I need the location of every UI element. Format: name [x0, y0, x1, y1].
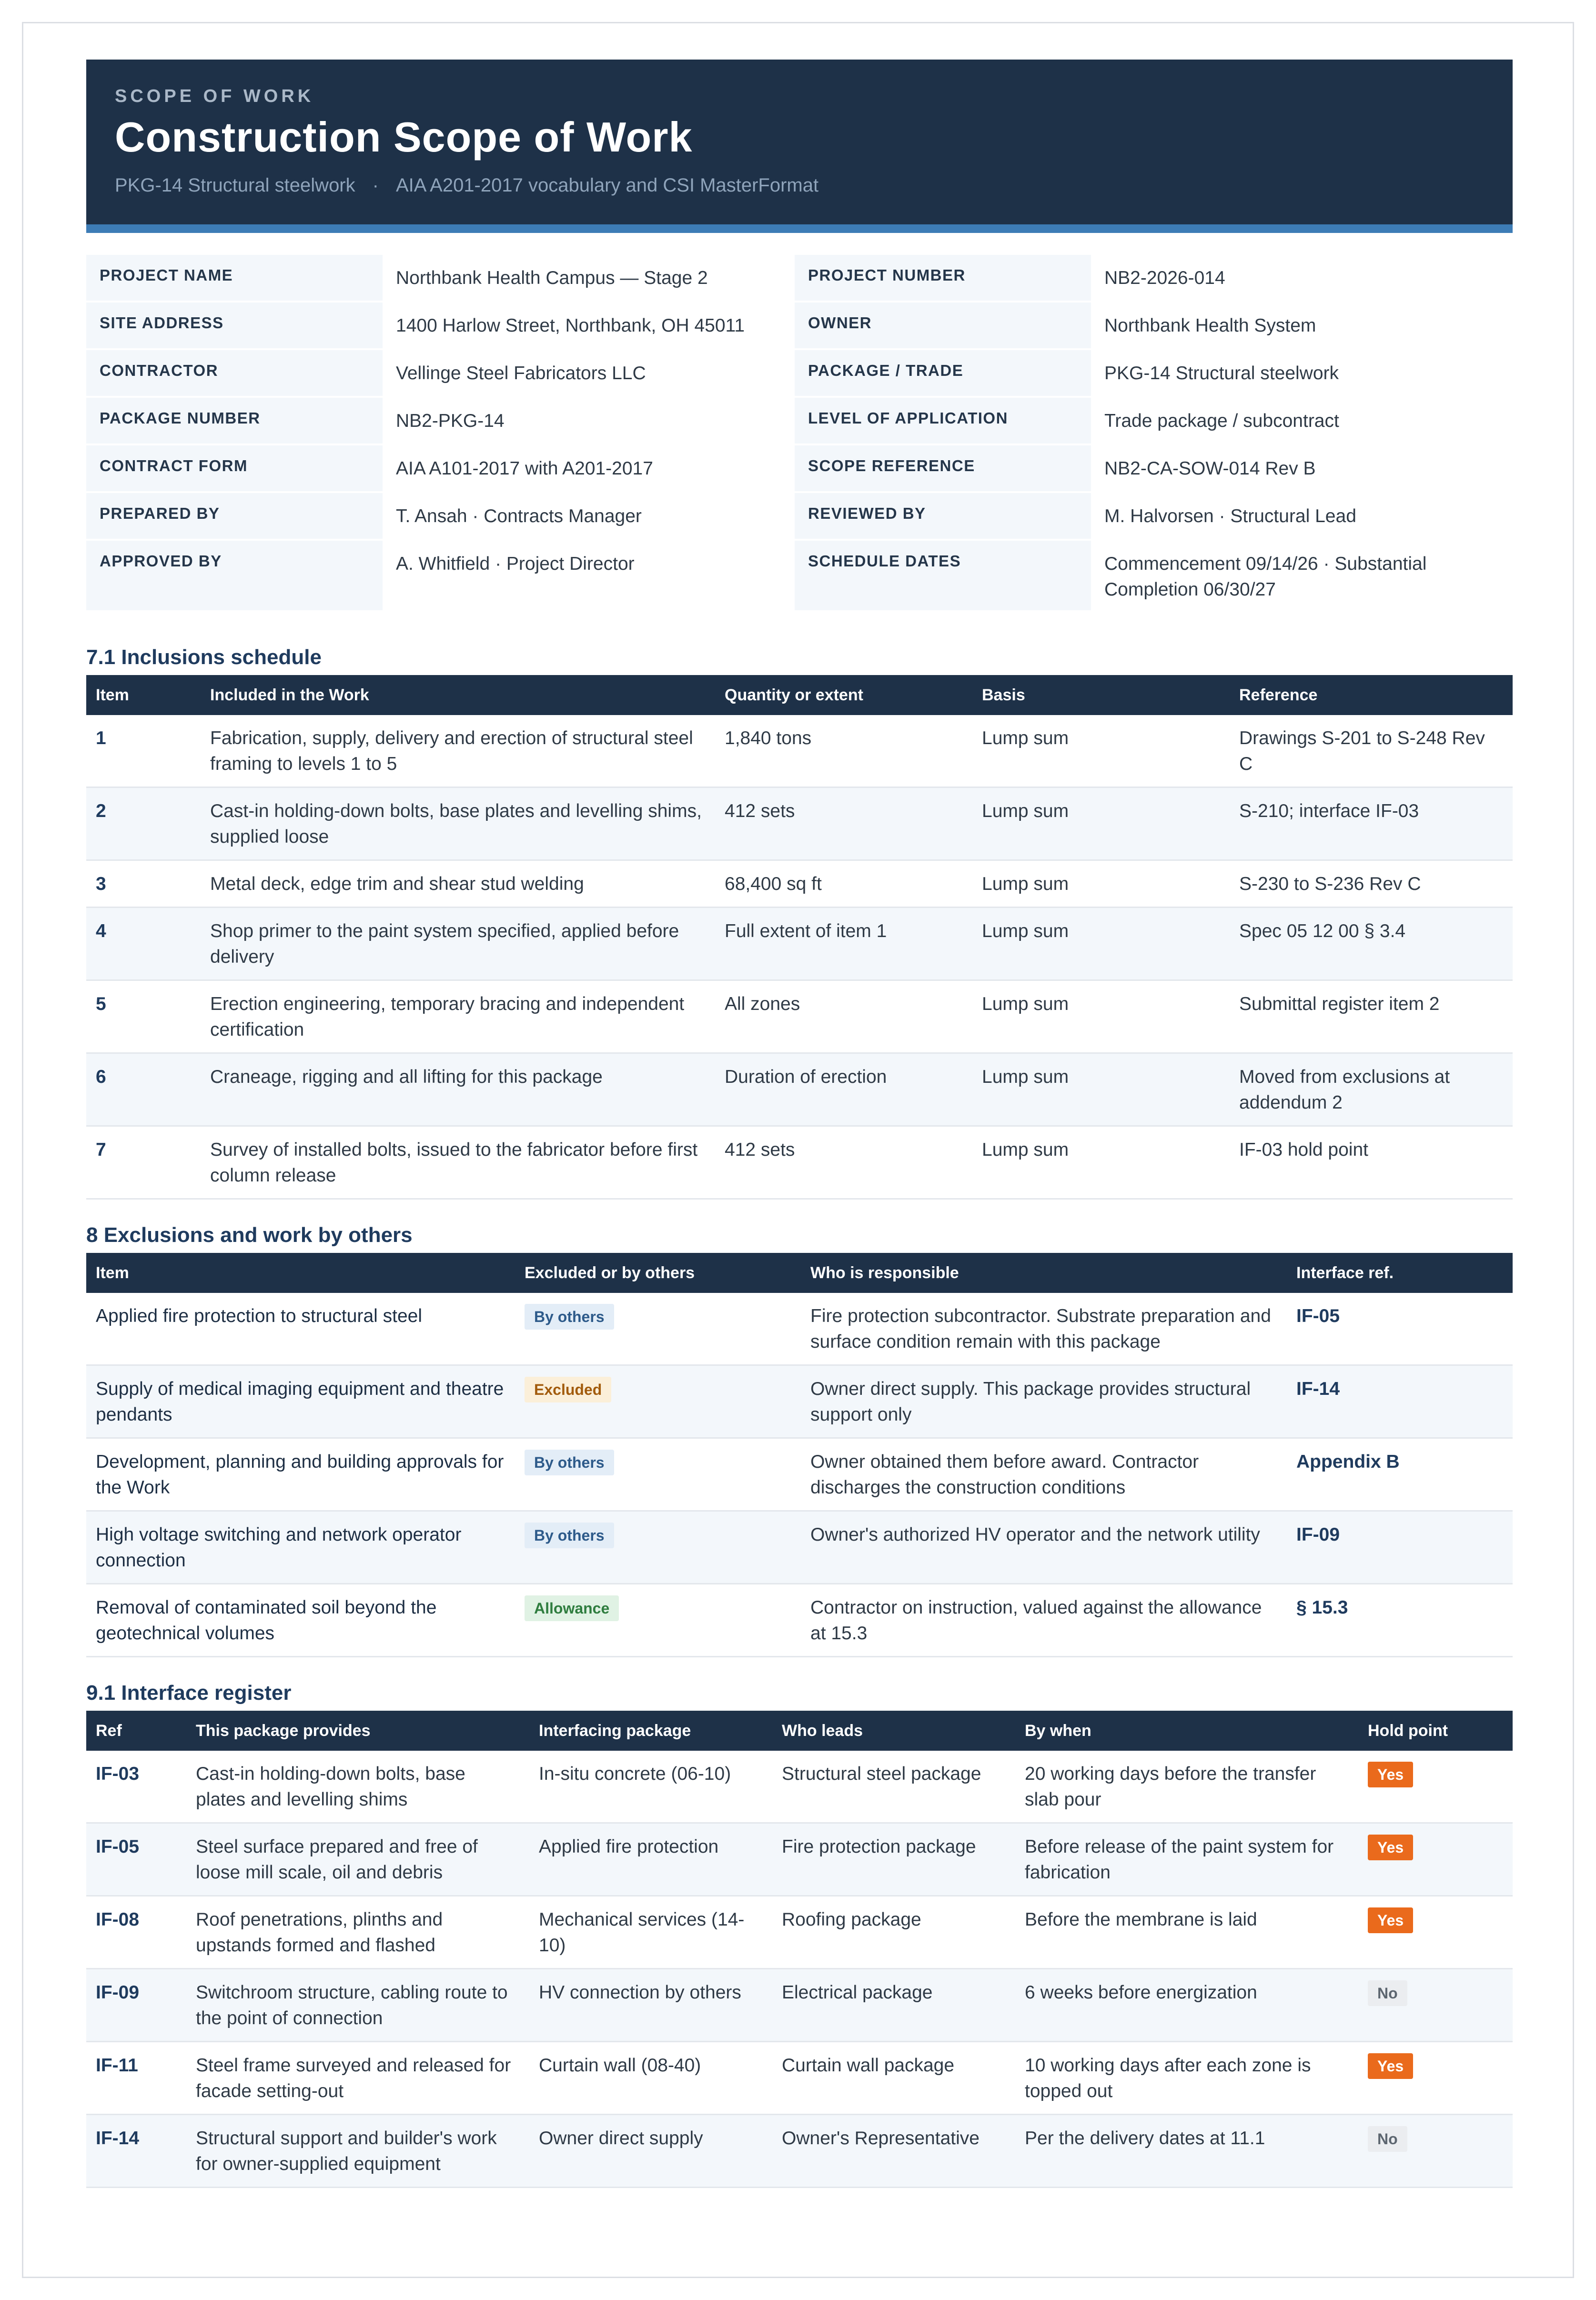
- header-subtitle: [115, 175, 818, 196]
- who-leads-cell: Electrical package: [772, 1969, 1015, 2042]
- item-number-cell: 4: [86, 908, 201, 980]
- subtitle-separator: ·: [372, 175, 379, 196]
- column-header: Item: [86, 675, 201, 715]
- interface-ref-cell: IF-09: [86, 1969, 186, 2042]
- status-cell: [515, 1438, 801, 1511]
- info-value: A. Whitfield · Project Director: [396, 554, 635, 574]
- project-info-grid: [86, 255, 1513, 622]
- hold-point-badge: Yes: [1368, 1907, 1413, 1933]
- reference-cell: S-210; interface IF-03: [1230, 787, 1513, 860]
- quantity-cell: Full extent of item 1: [715, 908, 972, 980]
- included-work-cell: Metal deck, edge trim and shear stud welding: [201, 860, 715, 908]
- basis-cell: Lump sum: [972, 908, 1230, 980]
- hold-point-badge: Yes: [1368, 1762, 1413, 1787]
- section-heading: 7.1 Inclusions schedule: [86, 646, 322, 669]
- info-row: [86, 350, 780, 398]
- project-info-right-column: [795, 255, 1489, 612]
- status-cell: [515, 1584, 801, 1657]
- provides-cell: Roof penetrations, plinths and upstands formed and flashed: [186, 1896, 529, 1969]
- info-label: PACKAGE NUMBER: [86, 398, 383, 445]
- reference-cell: IF-03 hold point: [1230, 1126, 1513, 1199]
- table-row: [86, 787, 1513, 860]
- included-work-cell: Survey of installed bolts, issued to the fabricator before first column release: [201, 1126, 715, 1199]
- by-when-cell: 6 weeks before energization: [1015, 1969, 1358, 2042]
- interface-table: [86, 1711, 1513, 2188]
- excluded-item-cell: Development, planning and building approvals for the Work: [86, 1438, 515, 1511]
- info-value: Trade package / subcontract: [1104, 411, 1339, 431]
- info-label: SITE ADDRESS: [86, 303, 383, 350]
- table-header-row: [86, 1253, 1513, 1293]
- info-value: Vellinge Steel Fabricators LLC: [396, 363, 646, 383]
- interface-ref-cell: Appendix B: [1287, 1438, 1513, 1511]
- info-row: [86, 493, 780, 541]
- interface-ref-cell: IF-11: [86, 2042, 186, 2115]
- hold-point-badge: No: [1368, 2126, 1407, 2152]
- responsible-cell: Owner direct supply. This package provides structural support only: [801, 1365, 1287, 1438]
- table-row: [86, 2042, 1513, 2115]
- info-value: Commencement 09/14/26 · Substantial Completion 06/30/27: [1104, 554, 1427, 600]
- info-label: CONTRACT FORM: [86, 445, 383, 493]
- table-row: [86, 1823, 1513, 1896]
- status-cell: [515, 1293, 801, 1365]
- who-leads-cell: Roofing package: [772, 1896, 1015, 1969]
- basis-cell: Lump sum: [972, 715, 1230, 787]
- interface-ref-cell: IF-09: [1287, 1511, 1513, 1584]
- table-row: [86, 1584, 1513, 1657]
- included-work-cell: Shop primer to the paint system specified, applied before delivery: [201, 908, 715, 980]
- who-leads-cell: Owner's Representative: [772, 2115, 1015, 2188]
- table-row: [86, 1053, 1513, 1126]
- interfacing-package-cell: HV connection by others: [529, 1969, 772, 2042]
- responsible-cell: Owner obtained them before award. Contractor discharges the construction conditions: [801, 1438, 1287, 1511]
- item-number-cell: 1: [86, 715, 201, 787]
- subtitle-standards: AIA A201-2017 vocabulary and CSI MasterFormat: [395, 175, 819, 196]
- info-row: [795, 398, 1489, 445]
- interface-ref-cell: § 15.3: [1287, 1584, 1513, 1657]
- status-badge: By others: [525, 1450, 614, 1475]
- responsible-cell: Owner's authorized HV operator and the network utility: [801, 1511, 1287, 1584]
- info-value: M. Halvorsen · Structural Lead: [1104, 506, 1356, 526]
- column-header: Quantity or extent: [715, 675, 972, 715]
- info-row: [795, 255, 1489, 303]
- section-heading: 9.1 Interface register: [86, 1681, 292, 1705]
- column-header: Interface ref.: [1287, 1253, 1513, 1293]
- status-badge: Allowance: [525, 1595, 619, 1621]
- info-row: [86, 255, 780, 303]
- interfacing-package-cell: Mechanical services (14-10): [529, 1896, 772, 1969]
- item-number-cell: 7: [86, 1126, 201, 1199]
- table-header-row: [86, 675, 1513, 715]
- reference-cell: Submittal register item 2: [1230, 980, 1513, 1053]
- provides-cell: Steel surface prepared and free of loose mill scale, oil and debris: [186, 1823, 529, 1896]
- header-banner: [86, 60, 1513, 233]
- info-label: APPROVED BY: [86, 541, 383, 612]
- basis-cell: Lump sum: [972, 980, 1230, 1053]
- interface-table-body: [86, 1751, 1513, 2188]
- interface-ref-cell: IF-05: [86, 1823, 186, 1896]
- hold-point-cell: [1358, 2115, 1513, 2188]
- info-label: SCHEDULE DATES: [795, 541, 1091, 612]
- status-cell: [515, 1365, 801, 1438]
- exclusions-table-body: [86, 1293, 1513, 1657]
- by-when-cell: Per the delivery dates at 11.1: [1015, 2115, 1358, 2188]
- info-row: [86, 398, 780, 445]
- basis-cell: Lump sum: [972, 1053, 1230, 1126]
- column-header: Hold point: [1358, 1711, 1513, 1751]
- info-row: [795, 541, 1489, 612]
- interfacing-package-cell: Curtain wall (08-40): [529, 2042, 772, 2115]
- table-row: [86, 715, 1513, 787]
- interface-ref-cell: IF-03: [86, 1751, 186, 1823]
- interfaces-section: [86, 1675, 1513, 2188]
- inclusions-table: [86, 675, 1513, 1200]
- exclusions-section: [86, 1218, 1513, 1657]
- responsible-cell: Fire protection subcontractor. Substrate preparation and surface condition remain with this package: [801, 1293, 1287, 1365]
- quantity-cell: Duration of erection: [715, 1053, 972, 1126]
- info-value: Northbank Health System: [1104, 315, 1316, 336]
- info-row: [795, 493, 1489, 541]
- interface-ref-cell: IF-05: [1287, 1293, 1513, 1365]
- info-row: [795, 350, 1489, 398]
- column-header: Basis: [972, 675, 1230, 715]
- basis-cell: Lump sum: [972, 860, 1230, 908]
- quantity-cell: 1,840 tons: [715, 715, 972, 787]
- quantity-cell: 68,400 sq ft: [715, 860, 972, 908]
- status-badge: Excluded: [525, 1377, 611, 1402]
- info-value: NB2-PKG-14: [396, 411, 505, 431]
- info-label: OWNER: [795, 303, 1091, 350]
- table-row: [86, 1969, 1513, 2042]
- by-when-cell: Before the membrane is laid: [1015, 1896, 1358, 1969]
- column-header: Who leads: [772, 1711, 1015, 1751]
- reference-cell: Spec 05 12 00 § 3.4: [1230, 908, 1513, 980]
- info-row: [86, 303, 780, 350]
- hold-point-badge: No: [1368, 1980, 1407, 2006]
- hold-point-cell: [1358, 2042, 1513, 2115]
- provides-cell: Switchroom structure, cabling route to the point of connection: [186, 1969, 529, 2042]
- column-header: Excluded or by others: [515, 1253, 801, 1293]
- by-when-cell: 10 working days after each zone is topped out: [1015, 2042, 1358, 2115]
- quantity-cell: All zones: [715, 980, 972, 1053]
- hold-point-badge: Yes: [1368, 2053, 1413, 2079]
- included-work-cell: Cast-in holding-down bolts, base plates and levelling shims, supplied loose: [201, 787, 715, 860]
- document-content: [86, 60, 1513, 2188]
- quantity-cell: 412 sets: [715, 787, 972, 860]
- page-title: Construction Scope of Work: [115, 113, 693, 161]
- info-label: SCOPE REFERENCE: [795, 445, 1091, 493]
- provides-cell: Structural support and builder's work for owner-supplied equipment: [186, 2115, 529, 2188]
- table-row: [86, 860, 1513, 908]
- hold-point-cell: [1358, 1823, 1513, 1896]
- interface-ref-cell: IF-14: [86, 2115, 186, 2188]
- by-when-cell: Before release of the paint system for fabrication: [1015, 1823, 1358, 1896]
- header-eyebrow: SCOPE OF WORK: [115, 86, 314, 106]
- provides-cell: Steel frame surveyed and released for facade setting-out: [186, 2042, 529, 2115]
- table-row: [86, 1365, 1513, 1438]
- table-row: [86, 908, 1513, 980]
- interfacing-package-cell: Owner direct supply: [529, 2115, 772, 2188]
- column-header: This package provides: [186, 1711, 529, 1751]
- document-page: [22, 22, 1574, 2278]
- table-row: [86, 980, 1513, 1053]
- excluded-item-cell: Removal of contaminated soil beyond the geotechnical volumes: [86, 1584, 515, 1657]
- info-value: T. Ansah · Contracts Manager: [396, 506, 642, 526]
- status-badge: By others: [525, 1523, 614, 1548]
- info-label: PACKAGE / TRADE: [795, 350, 1091, 398]
- included-work-cell: Craneage, rigging and all lifting for this package: [201, 1053, 715, 1126]
- reference-cell: Drawings S-201 to S-248 Rev C: [1230, 715, 1513, 787]
- basis-cell: Lump sum: [972, 1126, 1230, 1199]
- item-number-cell: 5: [86, 980, 201, 1053]
- hold-point-cell: [1358, 1969, 1513, 2042]
- column-header: By when: [1015, 1711, 1358, 1751]
- info-label: REVIEWED BY: [795, 493, 1091, 541]
- item-number-cell: 6: [86, 1053, 201, 1126]
- included-work-cell: Fabrication, supply, delivery and erection of structural steel framing to levels 1 to 5: [201, 715, 715, 787]
- basis-cell: Lump sum: [972, 787, 1230, 860]
- table-row: [86, 1126, 1513, 1199]
- info-value: 1400 Harlow Street, Northbank, OH 45011: [396, 315, 745, 336]
- info-value: AIA A101-2017 with A201-2017: [396, 458, 653, 479]
- column-header: Included in the Work: [201, 675, 715, 715]
- quantity-cell: 412 sets: [715, 1126, 972, 1199]
- reference-cell: S-230 to S-236 Rev C: [1230, 860, 1513, 908]
- info-value: PKG-14 Structural steelwork: [1104, 363, 1339, 383]
- info-label: PROJECT NAME: [86, 255, 383, 303]
- info-value: Northbank Health Campus — Stage 2: [396, 268, 708, 288]
- info-row: [795, 303, 1489, 350]
- info-row: [86, 445, 780, 493]
- hold-point-cell: [1358, 1751, 1513, 1823]
- column-header: Interfacing package: [529, 1711, 772, 1751]
- table-row: [86, 1751, 1513, 1823]
- responsible-cell: Contractor on instruction, valued against the allowance at 15.3: [801, 1584, 1287, 1657]
- item-number-cell: 2: [86, 787, 201, 860]
- column-header: Who is responsible: [801, 1253, 1287, 1293]
- info-label: PREPARED BY: [86, 493, 383, 541]
- item-number-cell: 3: [86, 860, 201, 908]
- exclusions-table: [86, 1253, 1513, 1657]
- who-leads-cell: Structural steel package: [772, 1751, 1015, 1823]
- table-row: [86, 1293, 1513, 1365]
- status-cell: [515, 1511, 801, 1584]
- subtitle-package: PKG-14 Structural steelwork: [115, 175, 355, 196]
- interface-ref-cell: IF-08: [86, 1896, 186, 1969]
- table-row: [86, 1511, 1513, 1584]
- table-row: [86, 1438, 1513, 1511]
- excluded-item-cell: High voltage switching and network operator connection: [86, 1511, 515, 1584]
- info-value: NB2-2026-014: [1104, 268, 1225, 288]
- project-info-left-column: [86, 255, 780, 612]
- status-badge: By others: [525, 1304, 614, 1330]
- info-value: NB2-CA-SOW-014 Rev B: [1104, 458, 1316, 479]
- reference-cell: Moved from exclusions at addendum 2: [1230, 1053, 1513, 1126]
- interfacing-package-cell: In-situ concrete (06-10): [529, 1751, 772, 1823]
- excluded-item-cell: Applied fire protection to structural steel: [86, 1293, 515, 1365]
- provides-cell: Cast-in holding-down bolts, base plates and levelling shims: [186, 1751, 529, 1823]
- by-when-cell: 20 working days before the transfer slab pour: [1015, 1751, 1358, 1823]
- table-header-row: [86, 1711, 1513, 1751]
- column-header: Reference: [1230, 675, 1513, 715]
- hold-point-cell: [1358, 1896, 1513, 1969]
- table-row: [86, 1896, 1513, 1969]
- included-work-cell: Erection engineering, temporary bracing and independent certification: [201, 980, 715, 1053]
- who-leads-cell: Fire protection package: [772, 1823, 1015, 1896]
- excluded-item-cell: Supply of medical imaging equipment and theatre pendants: [86, 1365, 515, 1438]
- who-leads-cell: Curtain wall package: [772, 2042, 1015, 2115]
- info-label: PROJECT NUMBER: [795, 255, 1091, 303]
- inclusions-section: [86, 640, 1513, 1200]
- hold-point-badge: Yes: [1368, 1835, 1413, 1860]
- info-row: [795, 445, 1489, 493]
- interface-ref-cell: IF-14: [1287, 1365, 1513, 1438]
- column-header: Item: [86, 1253, 515, 1293]
- interfacing-package-cell: Applied fire protection: [529, 1823, 772, 1896]
- inclusions-table-body: [86, 715, 1513, 1199]
- info-label: CONTRACTOR: [86, 350, 383, 398]
- info-row: [86, 541, 780, 612]
- table-row: [86, 2115, 1513, 2188]
- info-label: LEVEL OF APPLICATION: [795, 398, 1091, 445]
- section-heading: 8 Exclusions and work by others: [86, 1223, 413, 1247]
- column-header: Ref: [86, 1711, 186, 1751]
